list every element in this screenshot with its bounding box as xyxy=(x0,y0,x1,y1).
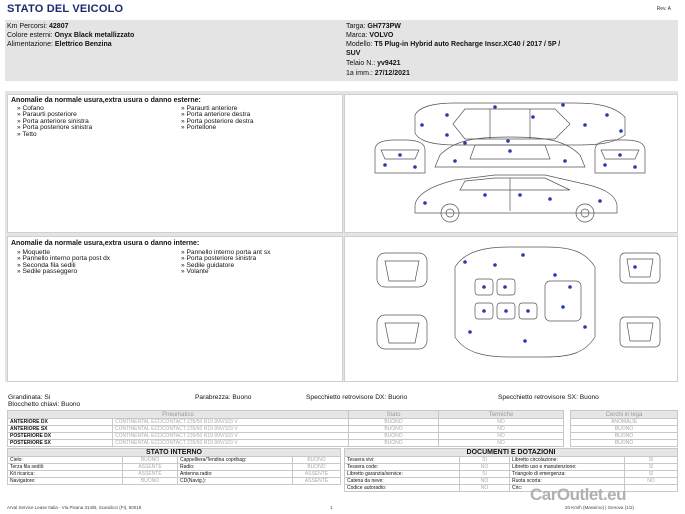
tyres-header-stato: Stato xyxy=(349,411,439,419)
km-row: Km Percorsi: 42807 xyxy=(7,23,69,30)
marca-row: Marca: VOLVO xyxy=(346,32,394,39)
table-row: BUONO xyxy=(571,426,678,433)
footer-page-number: 1 xyxy=(330,505,333,510)
exterior-item: » Porta anteriore sinistra xyxy=(17,117,89,125)
stato-interno-header: STATO INTERNO xyxy=(8,449,341,457)
blocchetto-label: Blocchetto chiavi: xyxy=(8,401,60,408)
documenti-table xyxy=(344,448,678,492)
interior-item: » Sedile guidatore xyxy=(181,261,235,269)
vehicle-header xyxy=(5,20,678,81)
rims-table xyxy=(570,410,678,447)
table-row: BUONO xyxy=(571,440,678,447)
exterior-col2 xyxy=(181,106,254,132)
exterior-item: » Cofano xyxy=(17,105,44,112)
tyres-header-termiche: Termiche xyxy=(439,411,564,419)
table-row: Navigatore: BUONO CD(Navig.): ASSENTE xyxy=(8,478,341,485)
exterior-item: » Porta anteriore destra xyxy=(181,111,251,119)
table-row: Cielo: BUONO Cappelliera/Tendina copribag: BUONO xyxy=(8,457,341,464)
blocchetto-value: Buono xyxy=(61,401,81,408)
exterior-item: » Tetto xyxy=(17,130,37,138)
footer-address: Arval Service Lease Italia - Via Pisana 314/B, Scandicci (FI), 50018 xyxy=(7,505,142,510)
alimentazione-row: Alimentazione: Elettrico Benzina xyxy=(7,41,112,48)
table-row: POSTERIORE SX CONTINENTAL ECOCONTACT 235/50 R19 99V/103 V BUONO NO xyxy=(8,440,564,447)
status-line-1 xyxy=(8,394,678,402)
exterior-item: » Porta posteriore sinistra xyxy=(17,124,93,132)
status-line-2 xyxy=(8,401,80,408)
interior-item: » Moquette xyxy=(17,249,50,256)
telaio-row: Telaio N.: yv9421 xyxy=(346,60,401,67)
exterior-item: » Paraurti posteriore xyxy=(17,111,77,119)
table-row: BUONO xyxy=(571,433,678,440)
interior-item: » Sedile passeggero xyxy=(17,268,78,276)
interior-car-diagram xyxy=(345,237,677,381)
documenti-header: DOCUMENTI E DOTAZIONI xyxy=(345,449,678,457)
specchietto-dx-label: Specchietto retrovisore DX: xyxy=(306,394,387,401)
interior-item: » Volante xyxy=(181,268,209,276)
table-row: Tessera code: NO Libretto uso e manutenzione: SI xyxy=(345,464,678,471)
tyres-table xyxy=(7,410,564,447)
footer-right: 20 Km/h (Massimo) | Genova (1/2) xyxy=(565,505,634,510)
table-row: ANTERIORE SX CONTINENTAL ECOCONTACT 235/50 R19 99V/103 V BUONO NO xyxy=(8,426,564,433)
interior-title: Anomalie da normale usura,extra usura o danno interne: xyxy=(11,240,200,247)
interior-item: » Pannello interno porta post dx xyxy=(17,255,111,263)
page-title: STATO DEL VEICOLO xyxy=(7,3,124,15)
exterior-item: » Paraurti anteriore xyxy=(181,105,238,112)
table-row: Codice autoradio: NO Cric: xyxy=(345,485,678,492)
specchietto-dx-value: Buono xyxy=(388,394,408,401)
interior-item: » Seconda fila sedili xyxy=(17,261,76,269)
table-row: Tessera vivi: SI Libretto circolazione: SI xyxy=(345,457,678,464)
immatricolazione-row: 1a imm.: 27/12/2021 xyxy=(346,70,410,77)
specchietto-sx-label: Specchietto retrovisore SX: xyxy=(498,394,578,401)
rims-header: Cerchi in lega xyxy=(571,411,678,419)
parabrezza-label: Parabrezza: xyxy=(195,394,231,401)
table-row: Kit ricarica: ASSENTE Antenna radio: ASSENTE xyxy=(8,471,341,478)
table-row: Terza fila sedili: ASSENTE Radio: BUONO xyxy=(8,464,341,471)
targa-row: Targa: GH773PW xyxy=(346,23,401,30)
colore-row: Colore esterni: Onyx Black metallizzato xyxy=(7,32,135,39)
interior-col1 xyxy=(17,250,110,276)
interior-diagram-panel xyxy=(344,236,678,382)
exterior-item: » Porta posteriore destra xyxy=(181,117,254,125)
table-row: POSTERIORE DX CONTINENTAL ECOCONTACT 235/50 R19 99V/103 V BUONO NO xyxy=(8,433,564,440)
interior-col2 xyxy=(181,250,270,276)
specchietto-sx-value: Buono xyxy=(579,394,599,401)
interior-item: » Porta posteriore sinistra xyxy=(181,255,257,263)
watermark-logo: CarOutlet.eu xyxy=(530,485,627,504)
grandinata-label: Grandinata: xyxy=(8,394,43,401)
table-row: ANOMALIE xyxy=(571,419,678,426)
exterior-title: Anomalie da normale usura,extra usura o danno esterne: xyxy=(11,97,201,104)
interior-panel xyxy=(7,236,343,382)
grandinata-value: Si xyxy=(44,394,51,401)
exterior-item: » Portellone xyxy=(181,124,217,132)
modello-cont-row: SUV xyxy=(346,50,361,57)
parabrezza-value: Buono xyxy=(232,394,252,401)
table-row: ANTERIORE DX CONTINENTAL ECOCONTACT 235/50 R19 99V/103 V BUONO NO xyxy=(8,419,564,426)
tyres-header-pneumatico: Pneumatico xyxy=(8,411,349,419)
stato-interno-table xyxy=(7,448,341,485)
interior-item: » Pannello interno porta ant sx xyxy=(181,249,271,256)
modello-row: Modello: T5 Plug-in Hybrid auto Recharge Inscr.XC40 / 2017 / 5P / xyxy=(346,41,561,48)
revision-label: Rev. A xyxy=(656,6,671,12)
exterior-panel xyxy=(7,94,343,233)
exterior-col1 xyxy=(17,106,92,138)
table-row: Libretto garanzia/service: SI Triangolo di emergenza: SI xyxy=(345,471,678,478)
exterior-car-diagram xyxy=(345,95,677,232)
exterior-diagram-panel xyxy=(344,94,678,233)
table-row: Catena da neve: NO Ruota scorta: NO xyxy=(345,478,678,485)
